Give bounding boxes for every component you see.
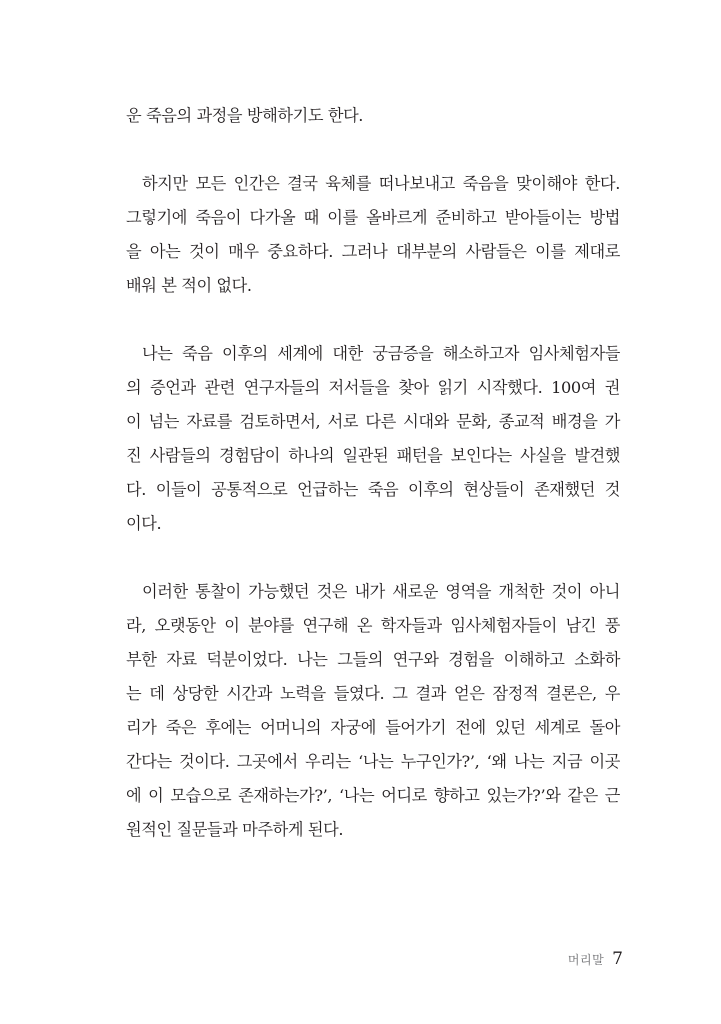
body-text xyxy=(126,99,620,847)
section-label: 머리말 xyxy=(567,953,605,967)
text-line: 간다는 것이다. 그곳에서 우리는 ‘나는 누구인가?’, ‘왜 나는 지금 이곳 xyxy=(126,752,620,771)
text-line: 원적인 질문들과 마주하게 된다. xyxy=(126,820,344,839)
text-line: 이 넘는 자료를 검토하면서, 서로 다른 시대와 문화, 종교적 배경을 가 xyxy=(126,412,620,431)
text-line: 부한 자료 덕분이었다. 나는 그들의 연구와 경험을 이해하고 소화하 xyxy=(126,650,620,669)
paragraph-gap xyxy=(126,133,620,167)
page-number: 7 xyxy=(612,949,623,969)
text-line: 나는 죽음 이후의 세계에 대한 궁금증을 해소하고자 임사체험자들 xyxy=(142,344,620,363)
paragraph-1 xyxy=(126,99,620,133)
page-footer xyxy=(568,944,623,974)
text-line: 하지만 모든 인간은 결국 육체를 떠나보내고 죽음을 맞이해야 한다. xyxy=(142,174,620,193)
paragraph-4 xyxy=(126,575,620,847)
text-line: 을 아는 것이 매우 중요하다. 그러나 대부분의 사람들은 이를 제대로 xyxy=(126,242,620,261)
text-line: 에 이 모습으로 존재하는가?’, ‘나는 어디로 향하고 있는가?’와 같은 근 xyxy=(126,786,620,805)
paragraph-gap xyxy=(126,303,620,337)
text-line: 이러한 통찰이 가능했던 것은 내가 새로운 영역을 개척한 것이 아니 xyxy=(142,582,620,601)
text-line: 그렇기에 죽음이 다가올 때 이를 올바르게 준비하고 받아들이는 방법 xyxy=(126,208,620,227)
paragraph-gap xyxy=(126,541,620,575)
paragraph-3 xyxy=(126,337,620,541)
text-line: 운 죽음의 과정을 방해하기도 한다. xyxy=(126,106,364,125)
text-line: 의 증언과 관련 연구자들의 저서들을 찾아 읽기 시작했다. 100여 권 xyxy=(126,378,620,397)
text-line: 라, 오랫동안 이 분야를 연구해 온 학자들과 임사체험자들이 남긴 풍 xyxy=(126,616,620,635)
text-line: 배워 본 적이 없다. xyxy=(126,276,252,295)
text-line: 진 사람들의 경험담이 하나의 일관된 패턴을 보인다는 사실을 발견했 xyxy=(126,446,620,465)
text-line: 이다. xyxy=(126,514,162,533)
text-line: 다. 이들이 공통적으로 언급하는 죽음 이후의 현상들이 존재했던 것 xyxy=(126,480,620,499)
paragraph-2 xyxy=(126,167,620,303)
text-line: 는 데 상당한 시간과 노력을 들였다. 그 결과 얻은 잠정적 결론은, 우 xyxy=(126,684,620,703)
text-line: 리가 죽은 후에는 어머니의 자궁에 들어가기 전에 있던 세계로 돌아 xyxy=(126,718,620,737)
